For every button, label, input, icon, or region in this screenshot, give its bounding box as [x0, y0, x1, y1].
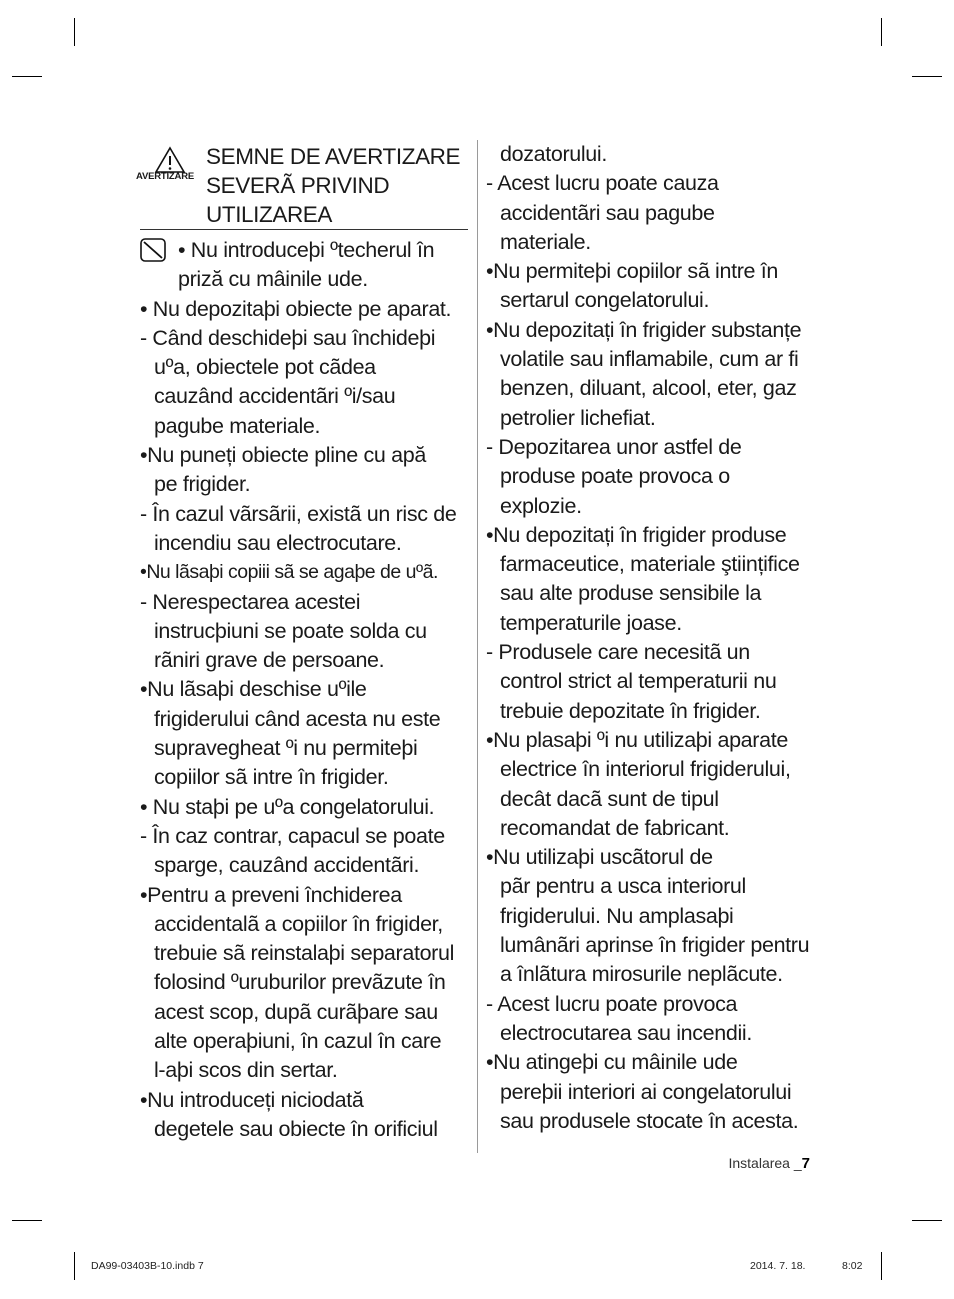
text-line: electrocutarea sau incendii.: [500, 1020, 752, 1045]
crop-mark: [74, 18, 75, 46]
text-line: •Nu plasaþi ºi nu utilizaþi aparate: [486, 727, 788, 752]
page-number: 7: [801, 1155, 810, 1172]
text-line: accidentalã a copiilor în frigider,: [154, 911, 443, 936]
text-line: pãr pentru a usca interiorul: [500, 874, 746, 899]
text-line: - În caz contrar, capacul se poate: [140, 823, 445, 848]
text-line: - Acest lucru poate provoca: [486, 991, 738, 1016]
text-line: pereþii interiori ai congelatorului: [500, 1079, 792, 1104]
text-line: •Nu depozitați în frigider substanțe: [486, 317, 802, 342]
print-date: 2014. 7. 18.: [750, 1260, 806, 1272]
prohibited-row: [140, 236, 468, 265]
text-line: - În cazul vãrsãrii, existã un risc de: [140, 501, 457, 526]
text-line: sau produsele stocate în acesta.: [500, 1108, 799, 1133]
warning-triangle-icon: [154, 146, 186, 174]
footer-section: Instalarea _: [728, 1155, 802, 1171]
text-line: temperaturile joase.: [500, 610, 682, 635]
text-line: •Nu introduceți niciodată: [140, 1087, 364, 1112]
text-line: •Nu lãsaþi copiii sã se agaþe de uºã.: [140, 561, 438, 584]
text-line: •Nu puneți obiecte pline cu apă: [140, 443, 426, 468]
text-line: farmaceutice, materiale ştiințifice: [500, 552, 800, 577]
right-column: [486, 140, 826, 1136]
warning-header: [136, 140, 468, 230]
text-line: rãniri grave de persoane.: [154, 648, 385, 673]
text-line: copiilor sã intre în frigider.: [154, 765, 389, 790]
text-line: •Nu atingeþi cu mâinile ude: [486, 1050, 738, 1075]
text-line: •Nu depozitați în frigider produse: [486, 522, 787, 547]
text-line: a înlãtura mirosurile neplãcute.: [500, 962, 783, 987]
text-line: sertarul congelatorului.: [500, 288, 710, 313]
text-line: volatile sau inflamabile, cum ar fi: [500, 347, 799, 372]
text-line: trebuie sã reinstalaþi separatorul: [154, 941, 455, 966]
text-line: control strict al temperaturii nu: [500, 669, 777, 694]
text-line: sau alte produse sensibile la: [500, 581, 762, 606]
text-line: decât dacã sunt de tipul: [500, 786, 719, 811]
text-line: recomandat de fabricant.: [500, 815, 730, 840]
no-hand-icon: [140, 238, 166, 262]
text-line: - Acest lucru poate cauza: [486, 171, 719, 196]
text-line: incendiu sau electrocutare.: [154, 530, 402, 555]
text-line: priză cu mâinile ude.: [178, 267, 368, 292]
print-time: 8:02: [842, 1260, 863, 1272]
text-line: electrice în interiorul frigiderului,: [500, 757, 791, 782]
text-line: instrucþiuni se poate solda cu: [154, 618, 427, 643]
text-line: •Nu lãsaþi deschise uºile: [140, 677, 367, 702]
warning-title: [206, 142, 460, 229]
text-line: - Nerespectarea acestei: [140, 589, 361, 614]
text-line: • Nu depozitaþi obiecte pe aparat.: [140, 296, 452, 321]
text-line: alte operaþiuni, în cazul în care: [154, 1029, 442, 1054]
print-file-info: DA99-03403B-10.indb 7: [91, 1260, 204, 1272]
text-line: - Depozitarea unor astfel de: [486, 434, 742, 459]
text-line: • Nu staþi pe uºa congelatorului.: [140, 794, 435, 819]
page-footer: [728, 1155, 810, 1172]
warning-title-line: SEMNE DE AVERTIZARE: [206, 144, 461, 169]
text-line: acest scop, dupã curãþare sau: [154, 999, 438, 1024]
text-line: • Nu introduceþi ºtecherul în: [178, 238, 435, 262]
text-line: •Nu permiteþi copiilor sã intre în: [486, 259, 778, 284]
warning-title-line: SEVERÃ PRIVIND: [206, 173, 390, 198]
text-line: produse poate provoca o: [500, 464, 730, 489]
text-line: pagube materiale.: [154, 413, 321, 438]
crop-mark: [74, 1252, 75, 1280]
text-line: accidentãri sau pagube: [500, 200, 715, 225]
text-line: folosind ºuruburilor prevãzute în: [154, 970, 446, 995]
text-line: sparge, cauzând accidentãri.: [154, 853, 420, 878]
warning-title-line: UTILIZAREA: [206, 202, 333, 227]
text-line: materiale.: [500, 229, 591, 254]
text-line: frigiderului. Nu amplasaþi: [500, 903, 734, 928]
crop-mark: [12, 76, 42, 77]
text-line: explozie.: [500, 493, 582, 518]
text-line: benzen, diluant, alcool, eter, gaz: [500, 376, 797, 401]
crop-mark: [12, 1220, 42, 1221]
text-line: lumânãri aprinse în frigider pentru: [500, 933, 810, 958]
left-column: [136, 140, 468, 1144]
text-line: - Când deschideþi sau închideþi: [140, 325, 436, 350]
crop-mark: [881, 1252, 882, 1280]
text-line: pe frigider.: [154, 472, 251, 497]
text-line: supravegheat ºi nu permiteþi: [154, 736, 418, 761]
text-line: degetele sau obiecte în orificiul: [154, 1116, 438, 1141]
text-line: cauzând accidentãri ºi/sau: [154, 384, 396, 409]
crop-mark: [912, 76, 942, 77]
text-line: dozatorului.: [500, 142, 607, 166]
text-line: - Produsele care necesitã un: [486, 640, 750, 665]
text-line: •Nu utilizaþi uscãtorul de: [486, 845, 713, 870]
crop-mark: [881, 18, 882, 46]
text-line: uºa, obiectele pot cãdea: [154, 355, 376, 380]
column-divider: [477, 140, 478, 1153]
text-line: l-aþi scos din sertar.: [154, 1058, 338, 1083]
text-line: trebuie depozitate în frigider.: [500, 698, 761, 723]
text-line: frigiderului când acesta nu este: [154, 706, 441, 731]
text-line: petrolier lichefiat.: [500, 405, 656, 430]
crop-mark: [912, 1220, 942, 1221]
warning-label: AVERTIZARE: [136, 171, 194, 182]
text-line: •Pentru a preveni închiderea: [140, 882, 402, 907]
